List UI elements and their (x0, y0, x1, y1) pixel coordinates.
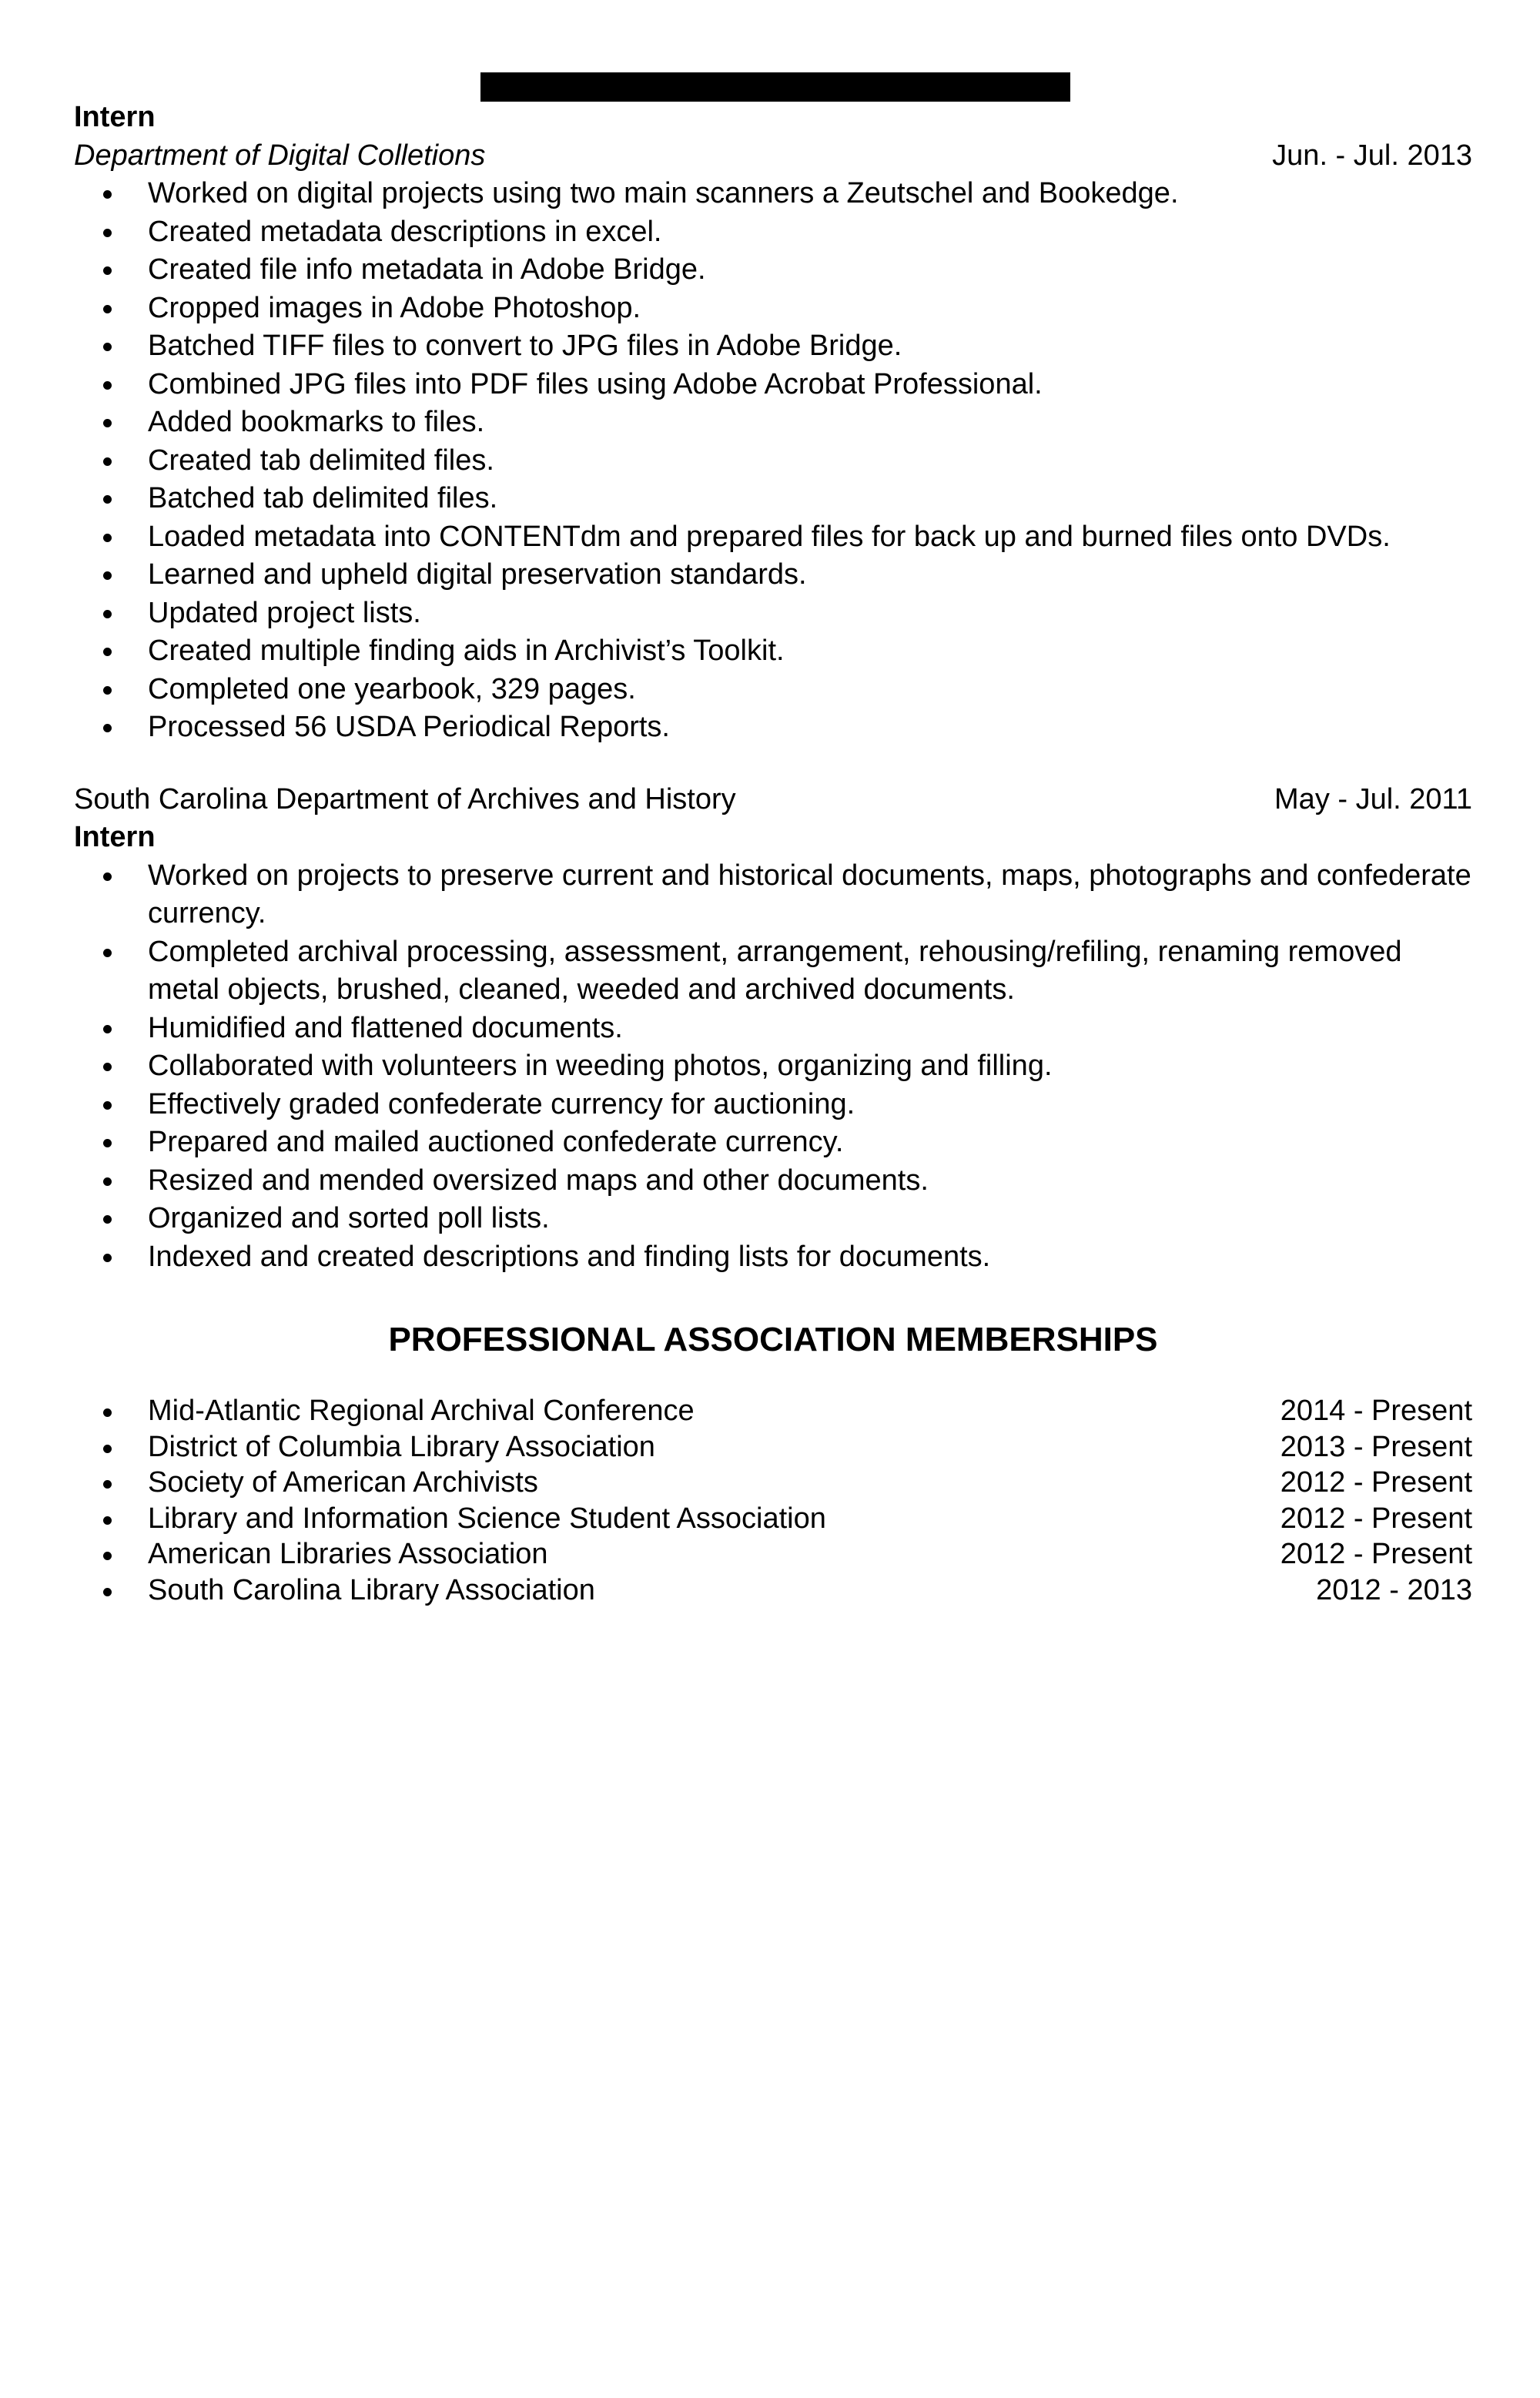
membership-item (74, 1465, 1472, 1501)
list-item: Completed archival processing, assessment, arrangement, rehousing/refiling, renaming removed metal objects, brushed, cleaned, weeded and archived documents. (74, 933, 1472, 1010)
membership-name: Mid-Atlantic Regional Archival Conference (148, 1395, 695, 1427)
list-item: Humidified and flattened documents. (74, 1010, 1472, 1048)
membership-item (74, 1429, 1472, 1465)
membership-dates: 2013 - Present (1280, 1430, 1472, 1463)
list-item: Batched TIFF files to convert to JPG files in Adobe Bridge. (74, 327, 1472, 366)
job2-bullet-list (74, 857, 1472, 1277)
list-item: Batched tab delimited files. (74, 480, 1472, 518)
list-item: Learned and upheld digital preservation standards. (74, 556, 1472, 594)
membership-name: Library and Information Science Student Association (148, 1502, 826, 1535)
list-item: Completed one yearbook, 329 pages. (74, 671, 1472, 709)
list-item: Combined JPG files into PDF files using Adobe Acrobat Professional. (74, 366, 1472, 404)
list-item: Worked on digital projects using two main scanners a Zeutschel and Bookedge. (74, 175, 1472, 213)
list-item: Organized and sorted poll lists. (74, 1200, 1472, 1238)
job1-bullet-list (74, 175, 1472, 747)
job2-dates: May - Jul. 2011 (1274, 782, 1472, 816)
list-item: Created multiple finding aids in Archivist’s Toolkit. (74, 632, 1472, 671)
membership-name: District of Columbia Library Association (148, 1430, 655, 1463)
list-item: Created tab delimited files. (74, 442, 1472, 481)
resume-page (74, 99, 1472, 1608)
membership-dates: 2012 - 2013 (1316, 1573, 1472, 1606)
list-item: Loaded metadata into CONTENTdm and prepared files for back up and burned files onto DVDs. (74, 518, 1472, 557)
list-item: Prepared and mailed auctioned confederate currency. (74, 1124, 1472, 1162)
list-item: Resized and mended oversized maps and other documents. (74, 1162, 1472, 1201)
redacted-name-bar (480, 72, 1070, 102)
list-item: Worked on projects to preserve current and historical documents, maps, photographs and confederate currency. (74, 857, 1472, 933)
job1-department: Department of Digital Colletions (74, 139, 486, 172)
membership-name: South Carolina Library Association (148, 1573, 595, 1606)
list-item: Created file info metadata in Adobe Bridge. (74, 251, 1472, 290)
job2-header-row (74, 781, 1472, 819)
list-item: Indexed and created descriptions and finding lists for documents. (74, 1238, 1472, 1277)
list-item: Added bookmarks to files. (74, 404, 1472, 442)
job1-title: Intern (74, 101, 156, 133)
list-item: Effectively graded confederate currency for auctioning. (74, 1086, 1472, 1124)
membership-item (74, 1536, 1472, 1572)
membership-item (74, 1501, 1472, 1537)
list-item: Processed 56 USDA Periodical Reports. (74, 708, 1472, 747)
job1-dates: Jun. - Jul. 2013 (1272, 139, 1472, 172)
membership-name: American Libraries Association (148, 1538, 548, 1570)
list-item: Updated project lists. (74, 594, 1472, 633)
memberships-heading: PROFESSIONAL ASSOCIATION MEMBERSHIPS (388, 1321, 1158, 1358)
list-item: Cropped images in Adobe Photoshop. (74, 290, 1472, 328)
membership-item (74, 1393, 1472, 1429)
membership-dates: 2012 - Present (1280, 1538, 1472, 1570)
memberships-list (74, 1393, 1472, 1608)
membership-dates: 2012 - Present (1280, 1502, 1472, 1535)
membership-dates: 2012 - Present (1280, 1466, 1472, 1499)
membership-name: Society of American Archivists (148, 1466, 538, 1499)
list-item: Collaborated with volunteers in weeding photos, organizing and filling. (74, 1047, 1472, 1086)
job2-organization: South Carolina Department of Archives and History (74, 782, 736, 816)
job2-title: Intern (74, 821, 156, 853)
membership-item (74, 1572, 1472, 1609)
list-item: Created metadata descriptions in excel. (74, 213, 1472, 252)
membership-dates: 2014 - Present (1280, 1395, 1472, 1427)
job1-header-row (74, 137, 1472, 176)
